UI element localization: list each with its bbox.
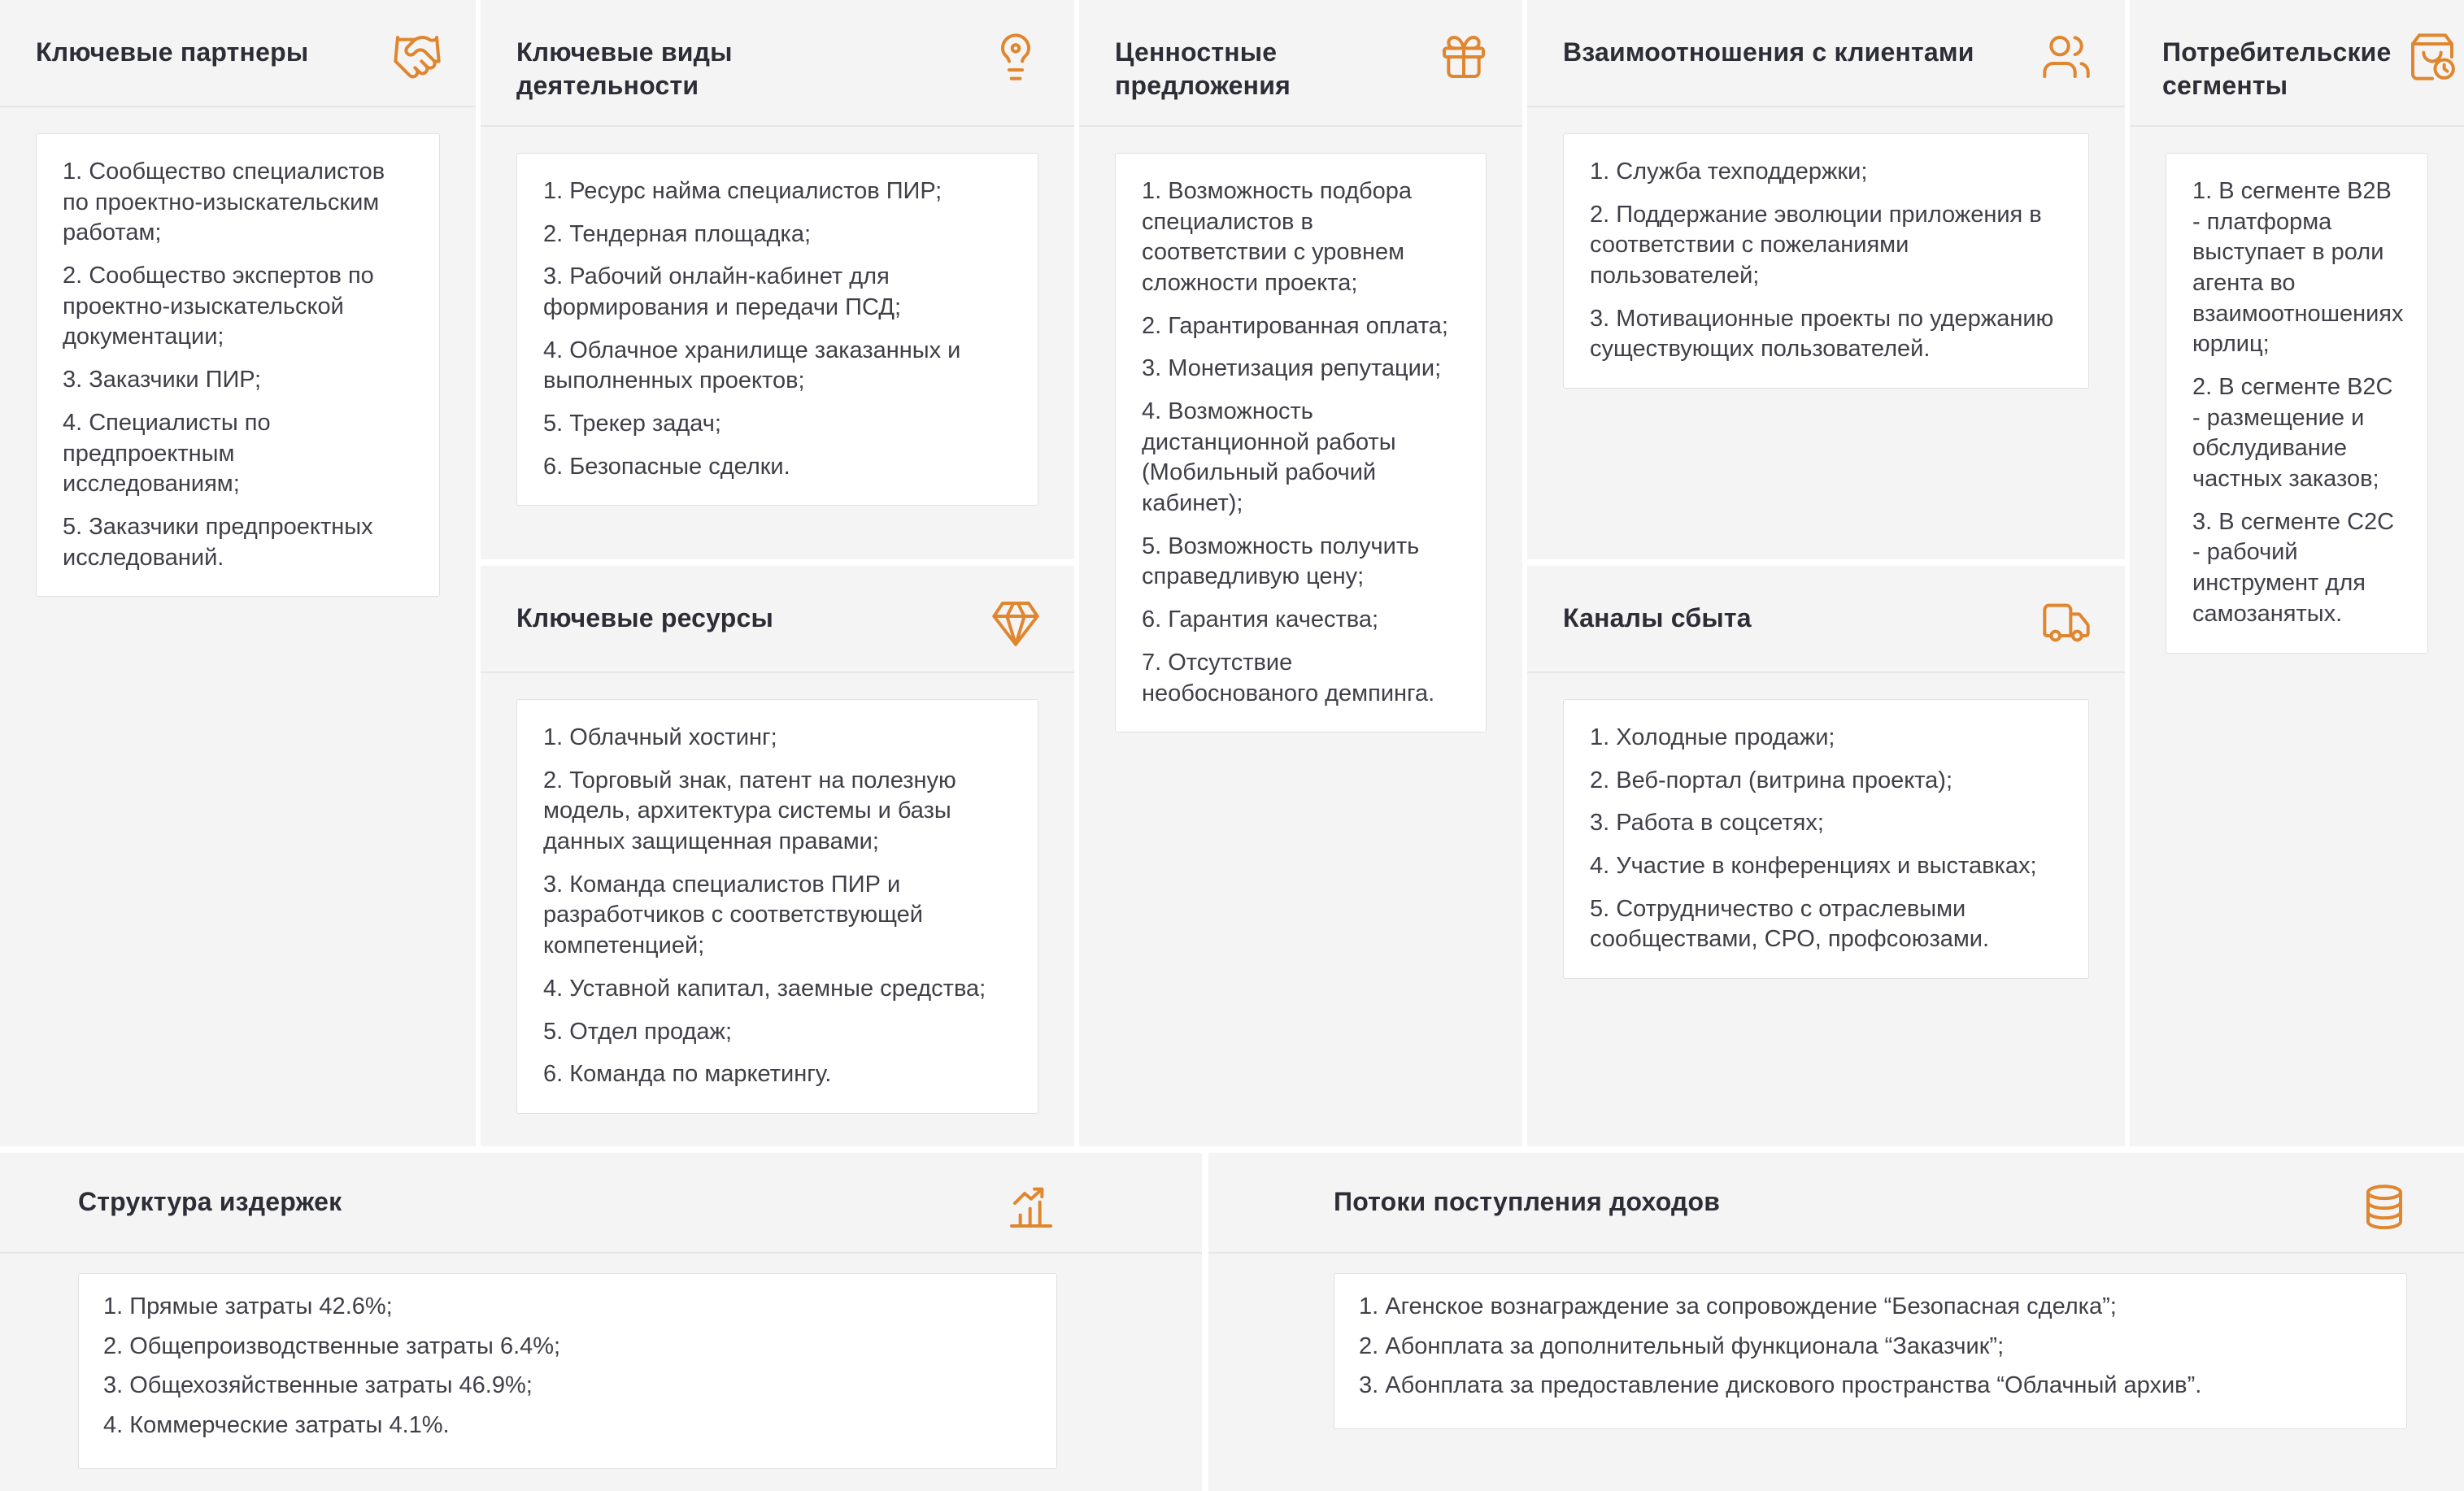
channels-card [1563,699,2089,979]
channels-header [1527,566,2125,673]
key-resources-card [516,699,1038,1114]
section-value-propositions [1079,0,1522,1146]
cost-structure-header [0,1153,1202,1254]
list-item: 2. Сообщество экспертов по проектно-изыскательской документации; [63,263,374,350]
list-item: 6. Безопасные сделки. [543,453,790,480]
shopping-bag-clock-icon [2406,31,2458,83]
list-item: 2. Гарантированная оплата; [1142,312,1448,339]
section-key-partners [0,0,476,1146]
key-resources-list [543,723,1012,1090]
customer-segments-header [2130,0,2464,127]
section-key-resources [481,566,1074,1146]
revenue-streams-title: Потоки поступления доходов [1334,1186,1721,1216]
revenue-streams-card [1334,1273,2407,1429]
list-item: 2. В сегменте B2C - размещение и обслудивание частных заказов; [2192,374,2393,493]
list-item: 6. Команда по маркетингу. [543,1061,832,1088]
column-activities-resources [481,0,1074,1146]
list-item: 5. Отдел продаж; [543,1018,733,1045]
list-item: 5. Заказчики предпроектных исследований. [63,513,373,571]
value-propositions-title: Ценностные предложения [1115,37,1291,100]
list-item: 3. Общехозяйственные затраты 46.9%; [103,1372,533,1399]
list-item: 1. Облачный хостинг; [543,724,777,750]
section-revenue-streams [1208,1153,2464,1491]
list-item: 5. Трекер задач; [543,411,721,437]
section-channels [1527,566,2125,1146]
list-item: 1. Холодные продажи; [1590,724,1835,750]
list-item: 1. Возможность подбора специалистов в соответствии с уровнем сложности проекта; [1142,177,1413,296]
revenue-streams-list [1359,1292,2382,1402]
list-item: 3. Заказчики ПИР; [63,367,262,393]
list-item: 4. Участие в конференциях и выставках; [1590,853,2037,880]
gem-icon [990,597,1042,649]
list-item: 1. Ресурс найма специалистов ПИР; [543,177,943,204]
list-item: 3. Рабочий онлайн-кабинет для формирования и передачи ПСД; [543,263,902,320]
customer-segments-title: Потребительские сегменты [2162,37,2392,100]
list-item: 2. Абонплата за дополнительный функционала “Заказчик”; [1359,1332,2005,1359]
customer-relationships-title: Взаимоотношения с клиентами [1563,37,1974,67]
list-item: 1. Прямые затраты 42.6%; [103,1293,393,1319]
users-icon [2040,31,2092,83]
list-item: 4. Уставной капитал, заемные средства; [543,975,986,1002]
list-item: 2. Поддержание эволюции приложения в соответствии с пожеланиями пользователей; [1590,201,2042,289]
section-key-activities [481,0,1074,559]
list-item: 4. Облачное хранилище заказанных и выполненных проектов; [543,337,961,394]
cost-structure-card [78,1273,1057,1469]
list-item: 2. Тендерная площадка; [543,220,812,247]
revenue-streams-header [1208,1153,2464,1254]
truck-icon [2040,597,2092,649]
key-activities-header [481,0,1074,127]
list-item: 5. Возможность получить справедливую цену; [1142,532,1420,590]
key-partners-card [36,133,440,597]
customer-relationships-list [1590,157,2062,365]
list-item: 1. Агенское вознаграждение за сопровождение “Безопасная сделка”; [1359,1293,2117,1319]
customer-relationships-header [1527,0,2125,107]
value-propositions-card [1115,153,1487,732]
section-cost-structure [0,1153,1202,1491]
cost-structure-list [103,1292,1032,1441]
list-item: 3. Команда специалистов ПИР и разработчиков с соответствующей компетенцией; [543,871,923,959]
list-item: 1. Сообщество специалистов по проектно-изыскательским работам; [63,159,385,246]
list-item: 1. Служба техподдержки; [1590,159,1868,185]
handshake-icon [391,31,443,83]
value-propositions-header [1079,0,1522,127]
channels-title: Каналы сбыта [1563,603,1752,632]
customer-relationships-card [1563,133,2089,389]
list-item: 2. Общепроизводственные затраты 6.4%; [103,1332,561,1359]
customer-segments-card [2166,153,2428,654]
customer-segments-list [2192,176,2404,630]
key-activities-card [516,153,1038,506]
key-resources-title: Ключевые ресурсы [516,603,773,632]
list-item: 4. Специалисты по предпроектным исследованиям; [63,409,271,498]
section-customer-relationships [1527,0,2125,559]
key-activities-title: Ключевые виды деятельности [516,37,733,100]
key-partners-title: Ключевые партнеры [36,37,309,67]
list-item: 3. В сегменте C2C - рабочий инструмент для самозанятых. [2192,508,2395,627]
cost-structure-title: Структура издержек [78,1186,342,1216]
value-propositions-list [1142,176,1460,709]
channels-list [1590,723,2062,955]
key-activities-list [543,176,1012,483]
gift-icon [1438,31,1490,83]
list-item: 2. Торговый знак, патент на полезную модель, архитектура системы и базы данных защищенная правами; [543,767,956,855]
lightbulb-icon [990,31,1042,83]
list-item: 3. Монетизация репутации; [1142,355,1442,382]
key-resources-header [481,566,1074,673]
list-item: 6. Гарантия качества; [1142,606,1379,633]
list-item: 3. Работа в соцсетях; [1590,810,1824,837]
key-partners-list [63,157,413,573]
key-partners-header [0,0,476,107]
list-item: 5. Сотрудничество с отраслевыми сообществами, СРО, профсоюзами. [1590,895,1990,953]
list-item: 4. Возможность дистанционной работы (Мобильный рабочий кабинет); [1142,398,1396,517]
section-customer-segments [2130,0,2464,1146]
canvas-bottom-row [0,1153,2464,1491]
list-item: 4. Коммерческие затраты 4.1%. [103,1411,450,1438]
list-item: 2. Веб-портал (витрина проекта); [1590,767,1953,793]
column-relationships-channels [1527,0,2125,1146]
bar-chart-icon [1005,1180,1057,1232]
list-item: 3. Абонплата за предоставление дискового пространства “Облачный архив”. [1359,1372,2202,1399]
list-item: 3. Мотивационные проекты по удержанию существующих пользователей. [1590,305,2054,363]
coins-icon [2358,1180,2410,1232]
list-item: 1. В сегменте B2B - платформа выступает в роли агента во взаимоотношениях юрлиц; [2192,177,2404,358]
list-item: 7. Отсутствие необоснованого демпинга. [1142,649,1435,706]
